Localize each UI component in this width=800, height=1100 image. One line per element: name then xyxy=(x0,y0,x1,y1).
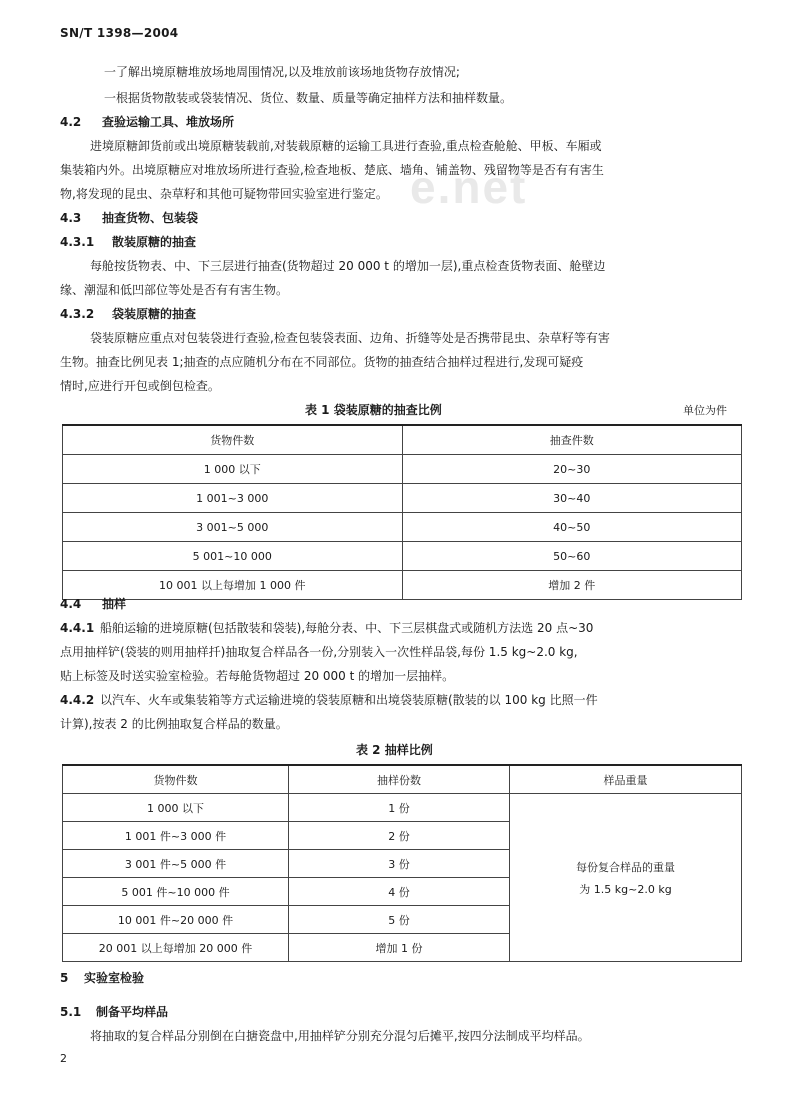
standard-code: SN/T 1398—2004 xyxy=(60,26,179,40)
table-cell: 5 份 xyxy=(289,906,510,934)
table-header-cell: 抽样份数 xyxy=(289,765,510,794)
section-4-3-2-heading xyxy=(60,306,196,322)
section-4-2-heading xyxy=(60,114,234,130)
table-row xyxy=(63,794,742,822)
section-number: 4.4.1 xyxy=(60,621,95,635)
section-4-4-heading xyxy=(60,596,126,612)
sample-weight-line: 每份复合样品的重量 xyxy=(576,860,675,874)
table-header-row xyxy=(63,425,742,455)
paragraph-line: 将抽取的复合样品分别倒在白搪瓷盘中,用抽样铲分别充分混匀后摊平,按四分法制成平均样品。 xyxy=(90,1029,590,1043)
paragraph-line: 进境原糖卸货前或出境原糖装载前,对装载原糖的运输工具进行查验,重点检查舱舱、甲板、车厢或 xyxy=(90,139,602,153)
section-5-1-heading xyxy=(60,1004,168,1020)
table-cell: 30~40 xyxy=(402,484,742,513)
table-cell: 10 001 件~20 000 件 xyxy=(63,906,289,934)
table-row xyxy=(63,513,742,542)
section-title: 实验室检验 xyxy=(84,971,145,985)
table-2 xyxy=(62,764,742,962)
table-1-caption: 表 1 袋装原糖的抽查比例 xyxy=(305,403,442,417)
table-2-caption: 表 2 抽样比例 xyxy=(356,743,433,757)
table-cell: 增加 2 件 xyxy=(402,571,742,600)
paragraph-text: 以汽车、火车或集装箱等方式运输进境的袋装原糖和出境袋装原糖(散装的以 100 kg 比照一件 xyxy=(100,693,598,707)
table-cell: 2 份 xyxy=(289,822,510,850)
section-4-3-heading xyxy=(60,210,198,226)
section-title: 抽查货物、包装袋 xyxy=(102,211,199,225)
table-header-row xyxy=(63,765,742,794)
table-header-cell: 货物件数 xyxy=(63,425,403,455)
section-title: 抽样 xyxy=(102,597,127,611)
paragraph-line: 点用抽样铲(袋装的则用抽样扦)抽取复合样品各一份,分别装入一次性样品袋,每份 1.5 kg~2.0 kg, xyxy=(60,645,578,659)
paragraph-line: 情时,应进行开包或倒包检查。 xyxy=(60,379,220,393)
paragraph-line: 计算),按表 2 的比例抽取复合样品的数量。 xyxy=(60,717,288,731)
table-cell: 1 001~3 000 xyxy=(63,484,403,513)
paragraph-line: 贴上标签及时送实验室检验。若每舱货物超过 20 000 t 的增加一层抽样。 xyxy=(60,669,455,683)
paragraph-line: 物,将发现的昆虫、杂草籽和其他可疑物带回实验室进行鉴定。 xyxy=(60,187,388,201)
table-1-unit: 单位为件 xyxy=(683,404,727,417)
paragraph-line xyxy=(60,620,593,636)
section-4-3-1-heading xyxy=(60,234,196,250)
section-number: 4.4 xyxy=(60,597,82,611)
paragraph-text: 船舶运输的进境原糖(包括散装和袋装),每舱分表、中、下三层棋盘式或随机方法选 20 点~30 xyxy=(100,621,594,635)
sample-weight-line: 为 1.5 kg~2.0 kg xyxy=(579,882,672,896)
table-cell: 5 001 件~10 000 件 xyxy=(63,878,289,906)
section-title: 散装原糖的抽查 xyxy=(112,235,197,249)
section-5-heading xyxy=(60,970,144,986)
table-cell: 20 001 以上每增加 20 000 件 xyxy=(63,934,289,962)
table-cell: 3 份 xyxy=(289,850,510,878)
table-row xyxy=(63,484,742,513)
table-cell: 40~50 xyxy=(402,513,742,542)
paragraph-line: 缘、潮湿和低凹部位等处是否有有害生物。 xyxy=(60,283,289,297)
table-cell: 3 001 件~5 000 件 xyxy=(63,850,289,878)
section-number: 4.3.1 xyxy=(60,235,95,249)
table-1 xyxy=(62,424,742,600)
table-row xyxy=(63,542,742,571)
sample-weight-cell xyxy=(510,794,742,962)
paragraph-line: 袋装原糖应重点对包装袋进行查验,检查包装袋表面、边角、折缝等处是否携带昆虫、杂草籽等有害 xyxy=(90,331,610,345)
section-number: 4.3.2 xyxy=(60,307,95,321)
section-title: 查验运输工具、堆放场所 xyxy=(102,115,235,129)
section-title: 袋装原糖的抽查 xyxy=(112,307,197,321)
table-cell: 1 000 以下 xyxy=(63,794,289,822)
table-cell: 4 份 xyxy=(289,878,510,906)
table-header-cell: 抽查件数 xyxy=(402,425,742,455)
table-cell: 10 001 以上每增加 1 000 件 xyxy=(63,571,403,600)
table-row xyxy=(63,571,742,600)
table-cell: 增加 1 份 xyxy=(289,934,510,962)
intro-bullet: 一了解出境原糖堆放场地周围情况,以及堆放前该场地货物存放情况; xyxy=(104,65,460,79)
section-title: 制备平均样品 xyxy=(96,1005,169,1019)
paragraph-line: 生物。抽查比例见表 1;抽查的点应随机分布在不同部位。货物的抽查结合抽样过程进行,发现可疑疫 xyxy=(60,355,584,369)
paragraph-line: 每舱按货物表、中、下三层进行抽查(货物超过 20 000 t 的增加一层),重点检查货物表面、舱壁边 xyxy=(90,259,606,273)
paragraph-line xyxy=(60,692,598,708)
table-cell: 20~30 xyxy=(402,455,742,484)
table-row xyxy=(63,455,742,484)
table-cell: 1 000 以下 xyxy=(63,455,403,484)
paragraph-line: 集装箱内外。出境原糖应对堆放场所进行查验,检查地板、楚底、墙角、铺盖物、残留物等是否有有害生 xyxy=(60,163,604,177)
page-number: 2 xyxy=(60,1052,67,1065)
table-cell: 50~60 xyxy=(402,542,742,571)
section-number: 4.3 xyxy=(60,211,82,225)
section-number: 4.2 xyxy=(60,115,82,129)
intro-bullet: 一根据货物散装或袋装情况、货位、数量、质量等确定抽样方法和抽样数量。 xyxy=(104,91,513,105)
table-header-cell: 样品重量 xyxy=(510,765,742,794)
section-number: 5 xyxy=(60,971,69,985)
table-cell: 5 001~10 000 xyxy=(63,542,403,571)
table-cell: 1 份 xyxy=(289,794,510,822)
section-number: 4.4.2 xyxy=(60,693,95,707)
watermark: e.net xyxy=(410,161,528,213)
table-cell: 1 001 件~3 000 件 xyxy=(63,822,289,850)
table-header-cell: 货物件数 xyxy=(63,765,289,794)
table-cell: 3 001~5 000 xyxy=(63,513,403,542)
section-number: 5.1 xyxy=(60,1005,82,1019)
